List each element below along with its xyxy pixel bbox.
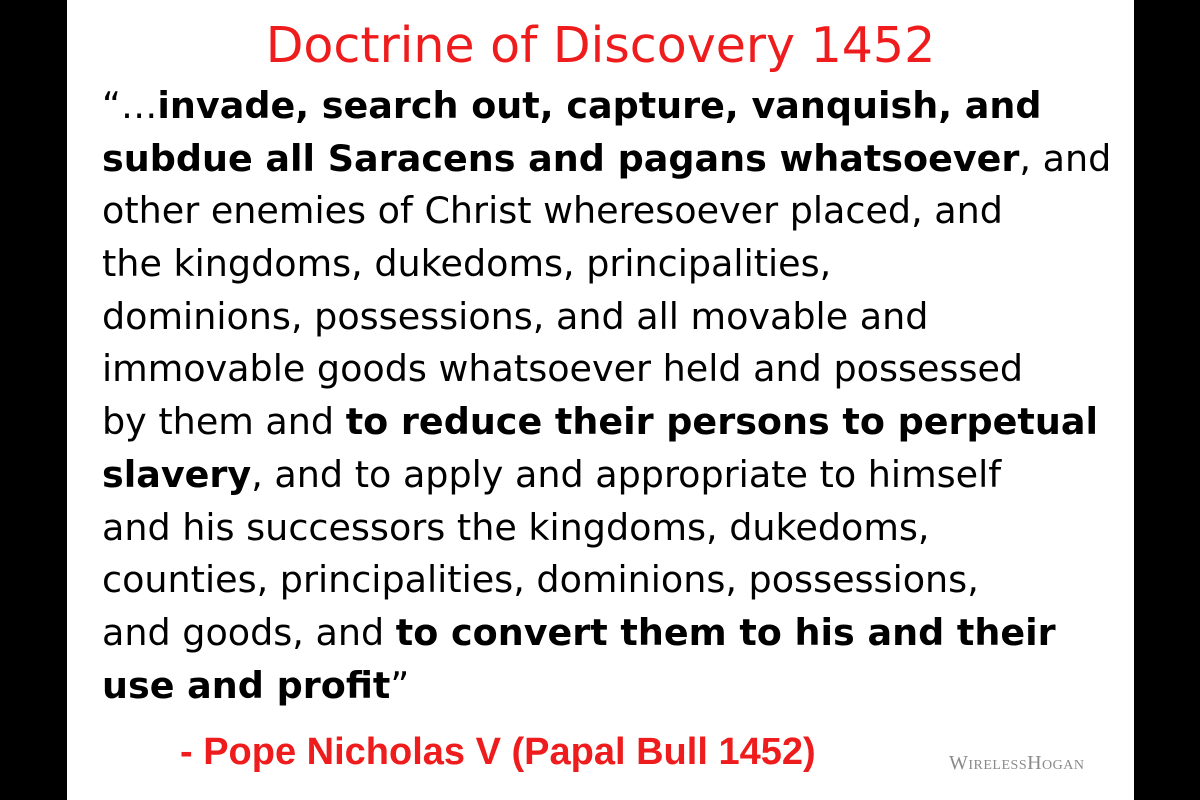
quote-text: dominions, possessions, and all movable and	[102, 294, 929, 338]
slide-title: Doctrine of Discovery 1452	[265, 17, 936, 74]
quote-line	[102, 660, 1127, 713]
quote-line	[102, 502, 1127, 555]
watermark: WirelessHogan	[949, 752, 1085, 774]
quote-line	[102, 449, 1127, 502]
quote-text: and his successors the kingdoms, dukedoms,	[102, 505, 930, 549]
quote-block	[102, 80, 1127, 712]
quote-line	[102, 238, 1127, 291]
quote-line	[102, 133, 1127, 186]
quote-line	[102, 396, 1127, 449]
quote-emphasis: slavery	[102, 452, 252, 496]
quote-text: “…	[102, 84, 158, 127]
slide	[67, 0, 1134, 800]
quote-emphasis: to reduce their persons to perpetual	[345, 400, 1098, 444]
quote-text: the kingdoms, dukedoms, principalities,	[102, 242, 832, 286]
quote-line	[102, 291, 1127, 344]
attribution: - Pope Nicholas V (Papal Bull 1452)	[180, 731, 816, 773]
quote-emphasis: to convert them to his and their	[395, 610, 1056, 654]
quote-line	[102, 185, 1127, 238]
quote-line	[102, 554, 1127, 607]
quote-text: , and to apply and appropriate to himself	[251, 452, 1002, 496]
quote-text: , and	[1019, 136, 1112, 180]
quote-text: and goods, and	[102, 610, 396, 654]
quote-line	[102, 80, 1127, 133]
quote-text: ”	[390, 663, 410, 707]
quote-line	[102, 607, 1127, 660]
quote-line	[102, 343, 1127, 396]
quote-emphasis: subdue all Saracens and pagans whatsoever	[102, 136, 1020, 180]
quote-text: other enemies of Christ wheresoever placed, and	[102, 189, 1003, 233]
quote-text: immovable goods whatsoever held and possessed	[102, 347, 1024, 391]
quote-emphasis: use and profit	[102, 663, 391, 707]
quote-text: by them and	[102, 400, 346, 444]
quote-emphasis: invade, search out, capture, vanquish, and	[157, 84, 1042, 127]
quote-text: counties, principalities, dominions, possessions,	[102, 558, 979, 602]
